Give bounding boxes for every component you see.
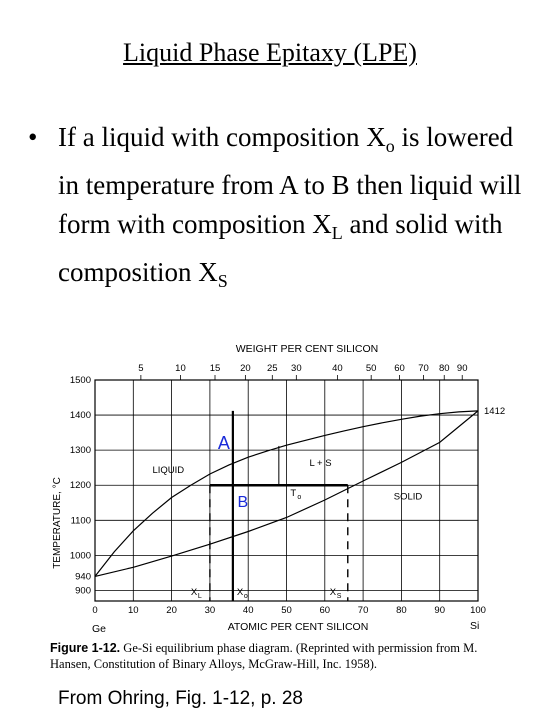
y-axis-label: TEMPERATURE, °C — [52, 477, 63, 569]
xl-label-subscript: L — [197, 593, 202, 600]
x-tick-label: 20 — [166, 605, 177, 616]
y-tick-label: 1100 — [70, 515, 91, 527]
bullet-text-part: If a liquid with composition X — [58, 122, 386, 152]
top-tick-label: 5 — [138, 363, 144, 374]
y-tick-label: 900 — [75, 585, 91, 597]
top-tick-label: 40 — [332, 363, 343, 374]
top-tick-label: 80 — [438, 363, 450, 374]
caption-label: Figure 1-12. — [50, 641, 121, 655]
two-phase-label: L + S — [309, 457, 332, 469]
bullet-text-part: is lowered in temperature from A to B then liquid will form with composition X — [58, 122, 522, 239]
subscript-s: S — [217, 271, 228, 291]
y-tick-label: 1000 — [69, 550, 91, 562]
y-tick-label: 1400 — [69, 410, 91, 422]
to-temperature-label-subscript: o — [297, 494, 302, 502]
xl-label: X — [190, 587, 198, 598]
y-tick-label: 1500 — [69, 375, 91, 386]
x-left-label: Ge — [92, 623, 107, 635]
top-tick-label: 70 — [418, 363, 429, 374]
y-tick-label: 1200 — [69, 480, 91, 492]
xs-label: X — [329, 587, 337, 598]
top-axis-label: WEIGHT PER CENT SILICON — [235, 343, 379, 355]
x-tick-label: 40 — [242, 605, 254, 616]
top-tick-label: 50 — [365, 363, 377, 374]
x-tick-label: 100 — [470, 605, 486, 616]
to-temperature-label: T — [290, 488, 297, 500]
melting-point-si: 1412 — [484, 405, 506, 417]
top-tick-label: 20 — [240, 363, 251, 374]
y-tick-label: 1300 — [69, 445, 91, 457]
point-a-label: A — [217, 433, 230, 454]
x-tick-label: 80 — [396, 605, 407, 616]
slide-title: Liquid Phase Epitaxy (LPE) — [123, 38, 417, 67]
bullet-text-part: and solid with composition X — [58, 209, 503, 287]
x-tick-label: 60 — [319, 605, 331, 616]
x-tick-label: 90 — [434, 605, 445, 616]
annotations — [75, 406, 505, 601]
x-tick-label: 30 — [204, 605, 216, 616]
xs-label-subscript: S — [336, 593, 342, 600]
bullet-text — [58, 118, 528, 301]
x-tick-label: 70 — [357, 605, 369, 616]
x-right-label: Si — [470, 620, 480, 632]
xo-label: X — [236, 587, 244, 598]
figure-caption — [50, 640, 510, 672]
solid-region-label: SOLID — [393, 491, 423, 503]
subscript-l: L — [331, 223, 343, 243]
x-tick-label: 0 — [92, 605, 98, 616]
source-citation: From Ohring, Fig. 1-12, p. 28 — [58, 688, 303, 709]
caption-text: Ge-Si equilibrium phase diagram. (Reprinted with permission from M. Hansen, Constitution of Binary Alloys, McGraw-Hill, Inc. 1958). — [50, 641, 478, 671]
axes — [70, 363, 486, 616]
top-tick-label: 60 — [394, 363, 405, 374]
top-tick-label: 30 — [291, 363, 302, 374]
top-tick-label: 15 — [209, 363, 221, 374]
top-tick-label: 10 — [175, 363, 186, 374]
phase-diagram — [0, 338, 540, 638]
top-tick-label: 90 — [456, 363, 468, 374]
bullet-symbol: • — [28, 122, 38, 152]
liquid-region-label: LIQUID — [152, 464, 185, 476]
subscript-o: o — [385, 136, 395, 156]
x-axis-label: ATOMIC PER CENT SILICON — [227, 621, 369, 633]
x-tick-label: 50 — [281, 605, 292, 616]
xo-label-subscript: o — [243, 593, 248, 600]
point-b-label: B — [237, 494, 249, 512]
melting-point-ge: 940 — [75, 571, 91, 583]
top-tick-label: 25 — [267, 363, 278, 374]
x-tick-label: 10 — [128, 605, 139, 616]
